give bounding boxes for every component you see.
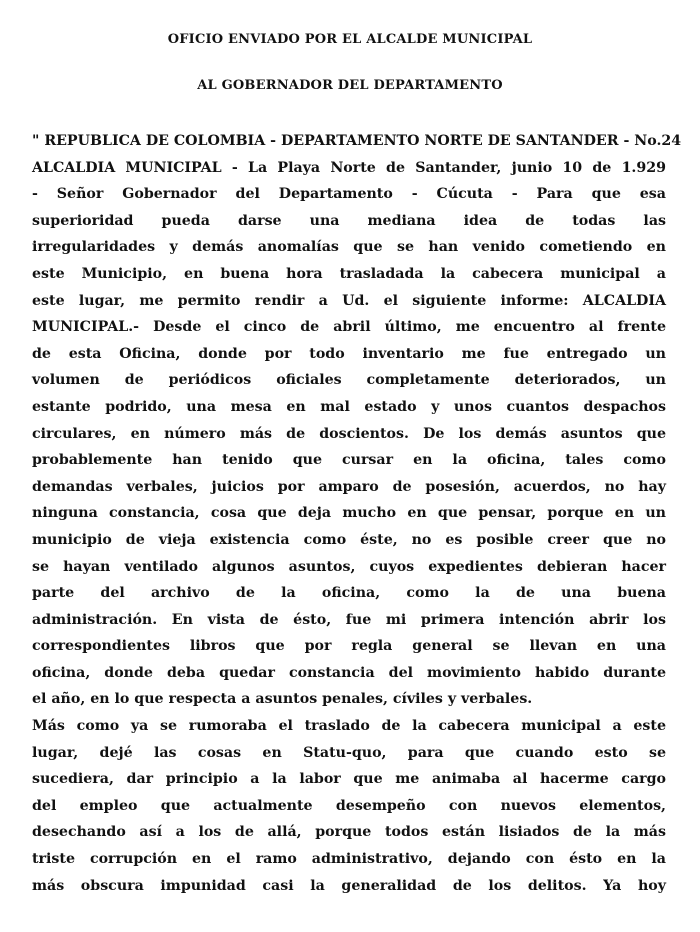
document-body — [32, 128, 682, 899]
body-line: parte del archivo de la oficina, como la de una buena — [32, 585, 666, 602]
body-line: el año, en lo que respecta a asuntos penales, cíviles y verbales. — [32, 691, 533, 708]
body-line: ninguna constancia, cosa que deja mucho en que pensar, porque en un — [32, 505, 666, 522]
body-line: administración. En vista de ésto, fue mi primera intención abrir los — [32, 611, 666, 628]
body-line: municipio de vieja existencia como éste, no es posible creer que no — [32, 531, 666, 548]
body-line: de esta Oficina, donde por todo inventario me fue entregado un — [32, 345, 666, 362]
body-line: Más como ya se rumoraba el traslado de la cabecera municipal a este — [32, 718, 666, 735]
document-title-line-2: AL GOBERNADOR DEL DEPARTAMENTO — [197, 78, 503, 93]
body-line: lugar, dejé las cosas en Statu-quo, para que cuando esto se — [32, 744, 666, 761]
body-line: correspondientes libros que por regla general se llevan en una — [32, 638, 666, 655]
body-line: desechando así a los de allá, porque todos están lisiados de la más — [32, 824, 666, 841]
body-line: oficina, donde deba quedar constancia del movimiento habido durante — [32, 664, 666, 681]
body-line: ALCALDIA MUNICIPAL - La Playa Norte de Santander, junio 10 de 1.929 — [32, 159, 666, 176]
body-line: superioridad pueda darse una mediana idea de todas las — [32, 212, 666, 229]
body-line: demandas verbales, juicios por amparo de posesión, acuerdos, no hay — [32, 478, 666, 495]
body-line: circulares, en número más de doscientos. De los demás asuntos que — [32, 425, 666, 442]
body-line: " REPUBLICA DE COLOMBIA - DEPARTAMENTO NORTE DE SANTANDER - No.24 — [32, 133, 682, 149]
body-line: irregularidades y demás anomalías que se han venido cometiendo en — [32, 239, 666, 256]
body-line: volumen de periódicos oficiales completamente deteriorados, un — [32, 372, 666, 389]
body-line: sucediera, dar principio a la labor que me animaba al hacerme cargo — [32, 771, 666, 788]
body-line: MUNICIPAL.- Desde el cinco de abril último, me encuentro al frente — [32, 319, 666, 336]
body-line: probablemente han tenido que cursar en la oficina, tales como — [32, 452, 666, 469]
body-line: - Señor Gobernador del Departamento - Cúcuta - Para que esa — [32, 186, 666, 203]
body-line: estante podrido, una mesa en mal estado y unos cuantos despachos — [32, 398, 666, 415]
body-line: se hayan ventilado algunos asuntos, cuyos expedientes debieran hacer — [32, 558, 666, 575]
document-title-line-1: OFICIO ENVIADO POR EL ALCALDE MUNICIPAL — [167, 32, 533, 47]
body-line: del empleo que actualmente desempeño con nuevos elementos, — [32, 797, 666, 814]
body-line: este Municipio, en buena hora trasladada la cabecera municipal a — [32, 265, 666, 282]
body-line: triste corrupción en el ramo administrativo, dejando con ésto en la — [32, 851, 666, 868]
body-line: este lugar, me permito rendir a Ud. el siguiente informe: ALCALDIA — [32, 292, 666, 309]
body-line: más obscura impunidad casi la generalidad de los delitos. Ya hoy — [32, 877, 666, 894]
